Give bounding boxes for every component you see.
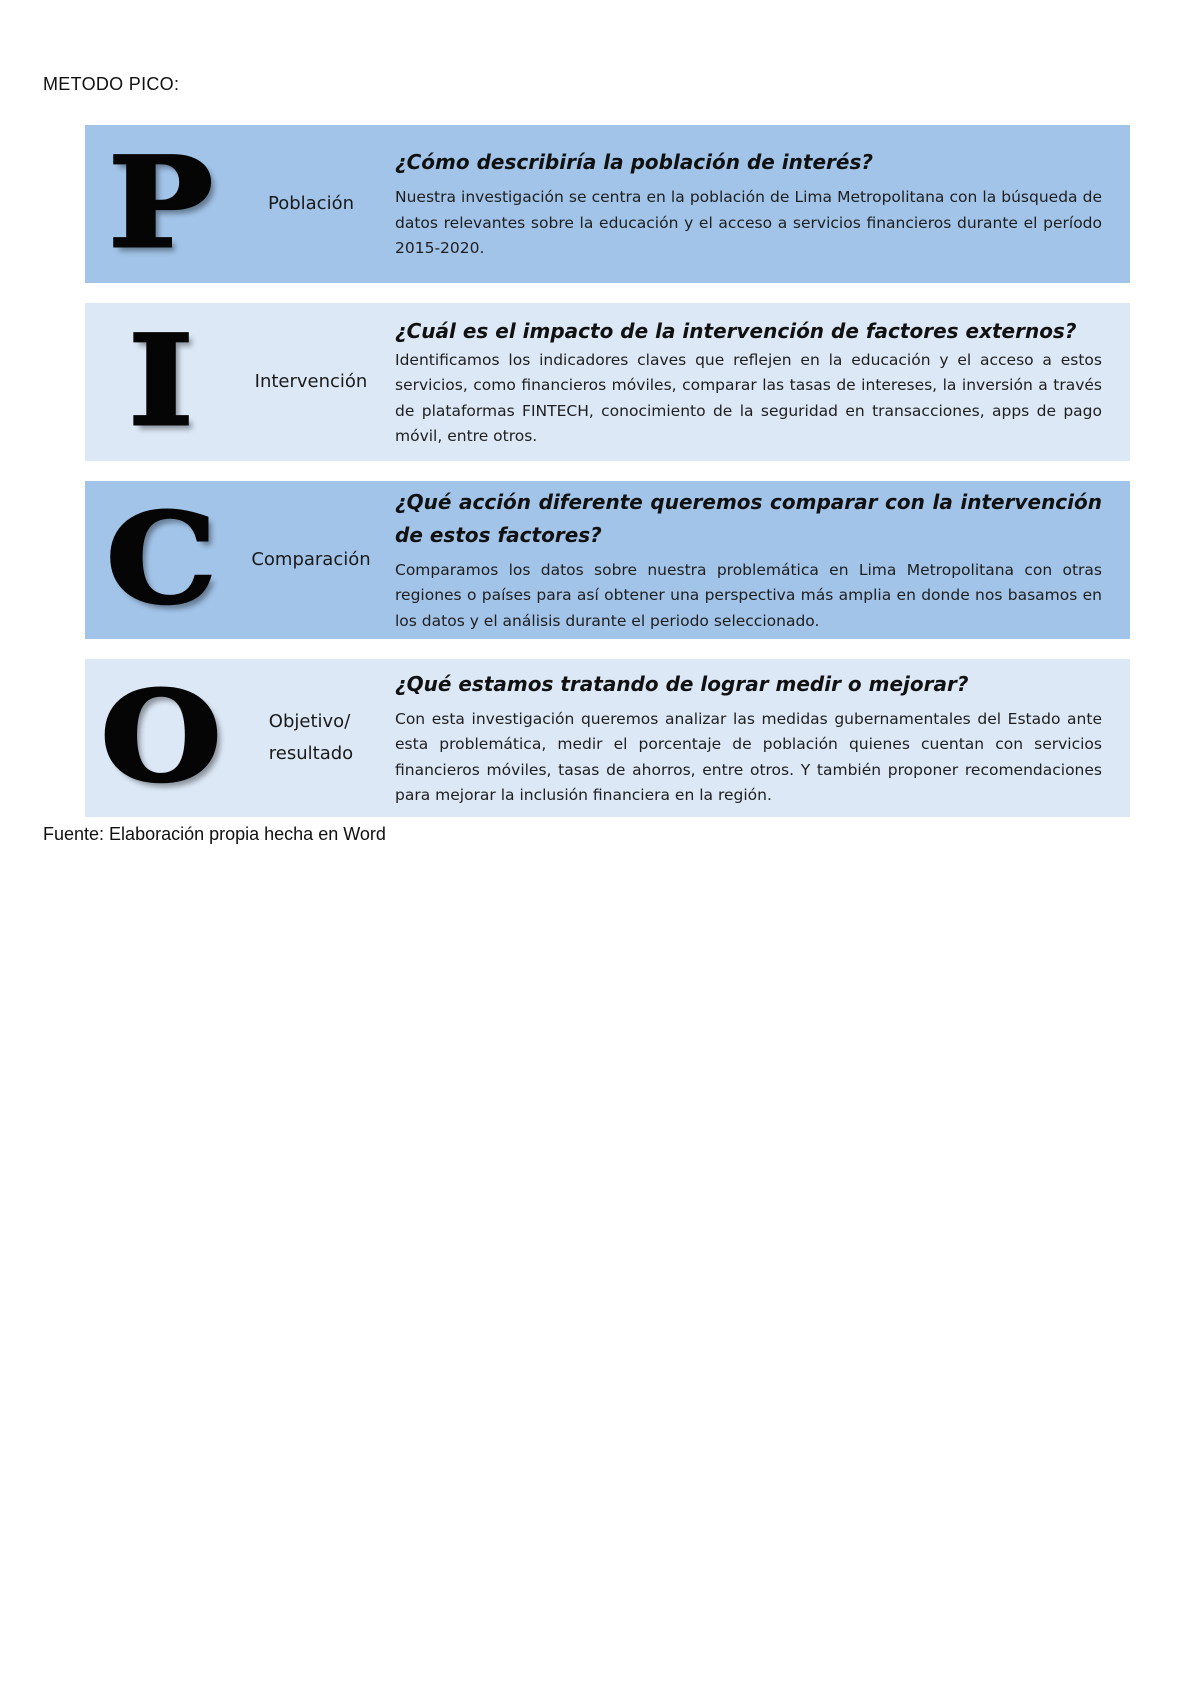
row-content: [385, 481, 1130, 639]
row-question: ¿Qué acción diferente queremos comparar con la intervención de estos factores?: [395, 489, 1102, 547]
row-question: ¿Cómo describiría la población de interés?: [395, 150, 873, 175]
row-answer: Identificamos los indicadores claves que reflejen en la educación y el acceso a estos servicios, como financieros móviles, comparar las tasas de intereses, la inversión a través de plataformas FINTECH, conocimiento de la seguridad en transacciones, apps de pago móvil, entre otros.: [395, 350, 1102, 445]
row-content: [385, 659, 1130, 817]
row-answer: Nuestra investigación se centra en la población de Lima Metropolitana con la búsqueda de datos relevantes sobre la educación y el acceso a servicios financieros durante el período 2015-2020.: [395, 188, 1102, 258]
pico-row-objetivo: [85, 659, 1130, 817]
page-heading: METODO PICO:: [43, 74, 180, 94]
letter-c: C: [105, 487, 217, 632]
letter-cell: [85, 125, 237, 283]
source-caption: [43, 824, 386, 845]
row-content: [385, 125, 1130, 283]
letter-cell: [85, 481, 237, 639]
source-prefix: Fuente:: [43, 824, 105, 844]
row-question: ¿Cuál es el impacto de la intervención de factores externos?: [395, 318, 1077, 343]
row-label-comparacion: Comparación: [251, 549, 371, 570]
row-content: [385, 303, 1130, 461]
pico-row-intervencion: [85, 303, 1130, 461]
letter-p: P: [108, 131, 214, 276]
row-label-poblacion: Población: [267, 193, 354, 214]
letter-cell: [85, 303, 237, 461]
pico-row-comparacion: [85, 481, 1130, 639]
pico-row-poblacion: [85, 125, 1130, 283]
row-question: ¿Qué estamos tratando de lograr medir o mejorar?: [395, 671, 969, 696]
row-label-objetivo: Objetivo/ resultado: [268, 711, 354, 764]
row-label-intervencion: Intervención: [254, 371, 368, 392]
letter-i: I: [128, 309, 194, 454]
letter-cell: [85, 659, 237, 817]
source-text: Elaboración propia hecha en Word: [104, 824, 386, 844]
row-answer: Con esta investigación queremos analizar las medidas gubernamentales del Estado ante esta problemática, medir el porcentaje de población quienes cuentan con servicios financieros móviles, tasas de ahorros, entre otros. Y también proponer recomendaciones para mejorar la inclusión financiera en la región.: [395, 709, 1102, 804]
letter-o: O: [100, 665, 222, 810]
row-answer: Comparamos los datos sobre nuestra problemática en Lima Metropolitana con otras regiones o países para así obtener una perspectiva más amplia en donde nos basamos en los datos y el análisis durante el periodo seleccionado.: [395, 560, 1102, 630]
